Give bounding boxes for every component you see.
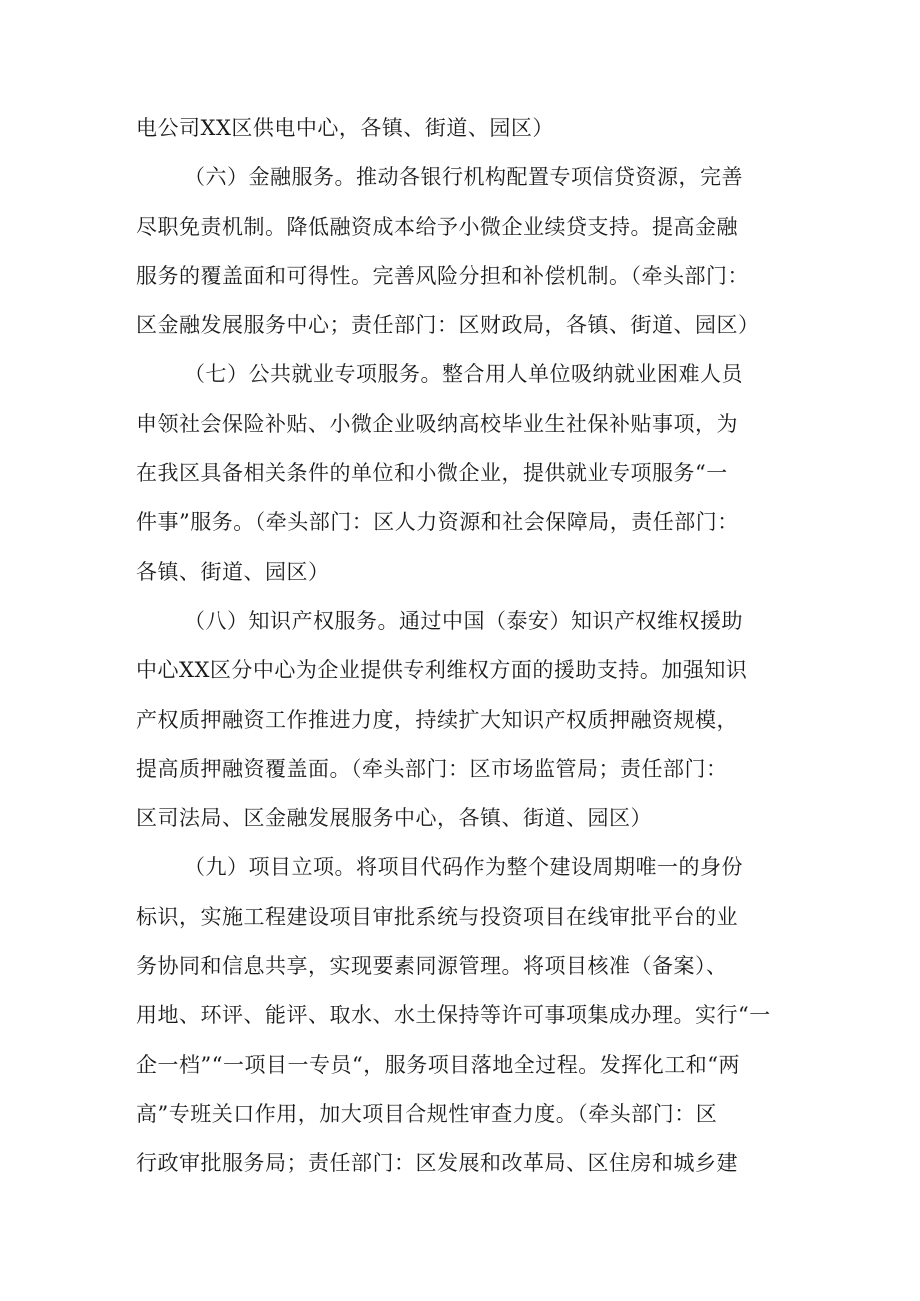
text-line: 产权质押融资工作推进力度，持续扩大知识产权质押融资规模， (136, 707, 738, 732)
document-body (136, 104, 796, 1189)
text-line: 尽职免责机制。降低融资成本给予小微企业续贷支持。提高金融 (136, 214, 738, 239)
text-line: 标识，实施工程建设项目审批系统与投资项目在线审批平台的业 (136, 904, 738, 929)
text-line: 区金融发展服务中心；责任部门：区财政局，各镇、街道、园区） (136, 313, 760, 338)
text-line: 企一档”“一项目一专员“，服务项目落地全过程。发挥化工和“两 (136, 1052, 740, 1077)
text-line: 用地、环评、能评、取水、水土保持等许可事项集成办理。实行“一 (136, 1003, 771, 1028)
text-line: 行政审批服务局；责任部门：区发展和改革局、区住房和城乡建 (136, 1151, 738, 1176)
text-line: 中心XX区分中心为企业提供专利维权方面的援助支持。加强知识 (136, 658, 748, 683)
paragraph-start-line: （九）项目立项。将项目代码作为整个建设周期唯一的身份 (184, 855, 743, 880)
paragraph-start-line: （七）公共就业专项服务。整合用人单位吸纳就业困难人员 (184, 362, 743, 387)
text-line: 电公司XX区供电中心，各镇、街道、园区） (136, 116, 554, 140)
text-line: 申领社会保险补贴、小微企业吸纳高校毕业生社保补贴事项，为 (136, 411, 738, 436)
text-line: 服务的覆盖面和可得性。完善风险分担和补偿机制。（牵头部门： (136, 263, 749, 288)
text-line: 区司法局、区金融发展服务中心，各镇、街道、园区） (136, 806, 652, 831)
text-line: 各镇、街道、园区） (136, 559, 330, 584)
text-line: 在我区具备相关条件的单位和小微企业，提供就业专项服务“一 (136, 461, 728, 486)
text-line: 高”专班关口作用，加大项目合规性审查力度。（牵头部门：区 (136, 1101, 718, 1126)
paragraph-start-line: （六）金融服务。推动各银行机构配置专项信贷资源，完善 (184, 165, 743, 190)
text-line: 务协同和信息共享，实现要素同源管理。将项目核准（备案）、 (136, 954, 728, 979)
paragraph-start-line: （八）知识产权服务。通过中国（泰安）知识产权维权援助 (184, 608, 743, 633)
text-line: 件事”服务。（牵头部门：区人力资源和社会保障局，责任部门： (136, 510, 739, 535)
text-line: 提高质押融资覆盖面。（牵头部门：区市场监管局；责任部门： (136, 756, 728, 781)
